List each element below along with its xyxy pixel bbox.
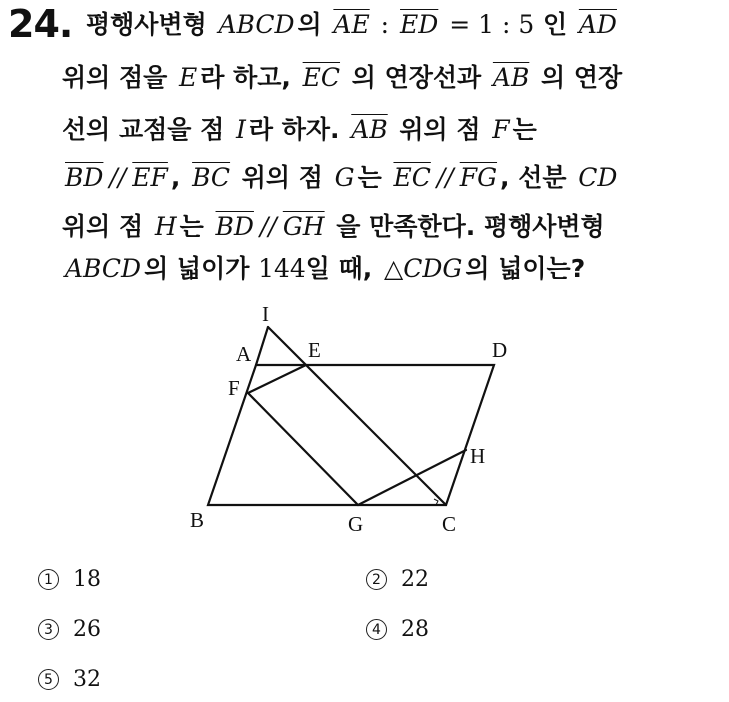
choice-3-mark: 3 [38,619,59,640]
choice-4[interactable] [366,617,429,642]
question-line-1-seg-4: $\overline{AE}$ [333,10,370,39]
label-B: B [190,508,205,532]
question-line-5-seg-4: $\overline{BD}$ [215,212,254,241]
choice-1[interactable] [38,567,101,592]
question-line-4-seg-6: 위의 점 [233,163,332,192]
question-line-4-seg-7: G [334,163,355,192]
question-line-4-seg-1: $\overline{BD}$ [65,163,104,192]
question-line-5 [62,207,605,247]
question-line-6-seg-6: 의 넓이는? [465,254,586,283]
choice-3[interactable] [38,617,101,642]
choice-2-value: 22 [401,567,429,592]
question-line-1-seg-3: 의 [297,10,331,39]
question-line-2-seg-7: 의 연장 [532,63,623,92]
question-line-1-seg-8: 인 [534,10,576,39]
question-line-1-seg-1: 평행사변형 [86,10,216,39]
label-E: E [308,338,321,362]
question-line-4 [62,158,620,198]
question-line-3 [62,110,537,150]
question-line-4-seg-8: 는 [357,163,391,192]
question-line-2-seg-4: $\overline{EC}$ [302,63,341,92]
choice-3-value: 26 [73,617,101,642]
label-C: C [442,512,457,536]
question-line-3-seg-2: I [236,115,246,144]
question-line-6-seg-5: △CDG [384,254,463,283]
segment-IC [268,327,446,505]
choice-2-mark: 2 [366,569,387,590]
question-line-1 [86,5,620,45]
segment-AI [256,327,268,365]
choice-1-value: 18 [73,567,101,592]
question-line-3-seg-5: 위의 점 [390,115,490,144]
question-line-2 [62,58,622,98]
question-line-6-seg-4: 일 때, [305,254,382,283]
question-line-2-seg-6: $\overline{AB}$ [492,63,530,92]
question-line-3-seg-4: $\overline{AB}$ [351,115,388,144]
question-line-3-seg-1: 선의 교점을 점 [62,115,234,144]
choice-4-value: 28 [401,617,429,642]
label-I: I [262,302,269,326]
question-line-1-seg-7: = 1 : 5 [441,10,535,39]
question-line-4-seg-4: , [170,163,190,192]
question-line-5-seg-7: 을 만족한다. 평행사변형 [327,212,605,241]
question-line-4-seg-10: // [436,163,454,192]
question-line-3-seg-3: 라 하자. [248,115,349,144]
question-line-4-seg-3: $\overline{EF}$ [132,163,168,192]
label-D: D [492,338,508,362]
choice-5[interactable] [38,667,101,692]
question-line-4-seg-5: $\overline{BC}$ [192,163,231,192]
question-line-5-seg-2: H [154,212,177,241]
choice-4-mark: 4 [366,619,387,640]
question-number: 24. [8,2,73,46]
question-line-3-seg-7: 는 [512,115,537,144]
question-line-4-seg-12: , 선분 [500,163,576,192]
segment-EF [248,365,306,393]
choice-5-value: 32 [73,667,101,692]
label-H: H [470,444,486,468]
question-line-1-seg-2: ABCD [218,10,295,39]
question-line-4-seg-13: CD [578,163,618,192]
question-line-5-seg-6: $\overline{GH}$ [282,212,325,241]
question-line-2-seg-5: 의 연장선과 [343,63,490,92]
question-line-4-seg-11: $\overline{FG}$ [459,163,498,192]
label-F: F [228,376,240,400]
parallelogram-outline [208,365,494,505]
question-line-6-seg-1: ABCD [65,254,142,283]
choice-2[interactable] [366,567,429,592]
question-line-5-seg-3: 는 [179,212,213,241]
question-line-6-seg-2: 의 넓이가 [144,254,259,283]
question-line-6-seg-3: 144 [258,254,306,283]
question-line-1-seg-9: $\overline{AD}$ [578,10,617,39]
question-line-4-seg-2: // [109,163,127,192]
parallelogram-figure [180,295,520,545]
question-line-1-seg-6: $\overline{ED}$ [400,10,439,39]
label-G: G [348,512,364,536]
question-line-4-seg-9: $\overline{EC}$ [393,163,431,192]
question-line-1-seg-5: : [372,10,398,39]
choice-5-mark: 5 [38,669,59,690]
question-line-5-seg-1: 위의 점 [62,212,152,241]
question-line-2-seg-2: E [179,63,198,92]
question-line-6 [62,249,585,289]
question-line-3-seg-6: F [492,115,510,144]
segment-FG [248,393,358,505]
question-line-2-seg-1: 위의 점을 [62,63,177,92]
choice-1-mark: 1 [38,569,59,590]
question-line-2-seg-3: 라 하고, [200,63,300,92]
question-line-5-seg-5: // [259,212,277,241]
label-A: A [236,342,252,366]
